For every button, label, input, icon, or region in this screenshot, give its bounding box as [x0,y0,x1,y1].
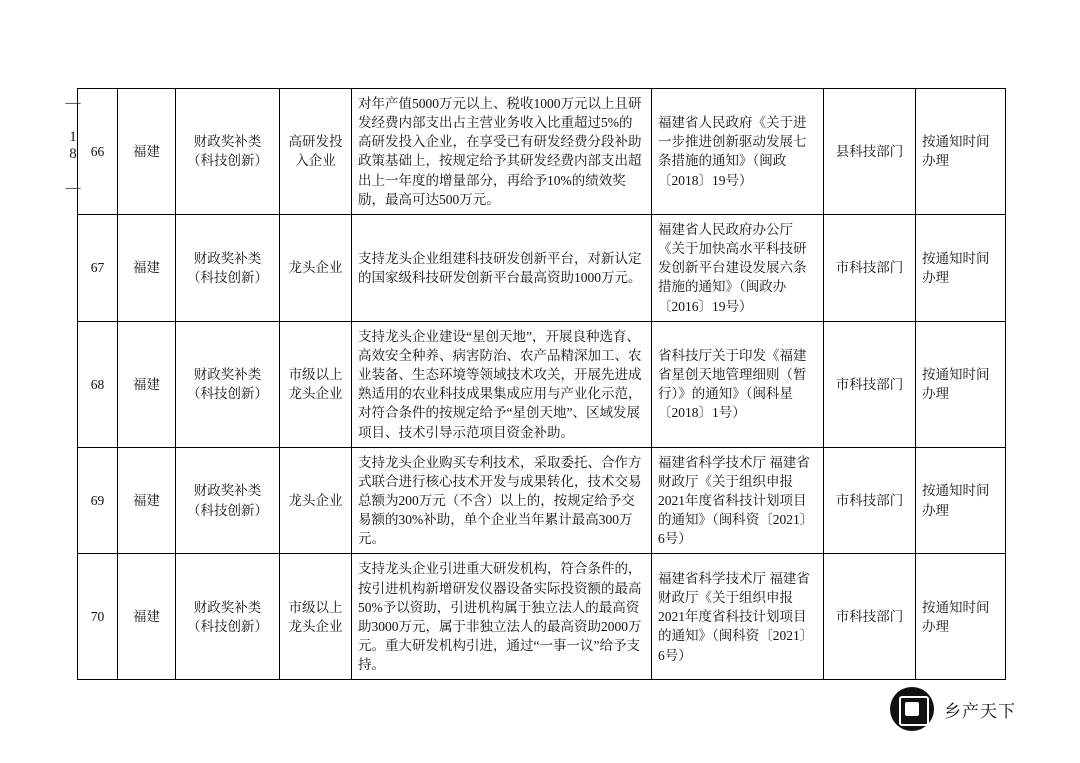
cell-region: 福建 [118,554,176,680]
footer-brand [890,687,1016,731]
cell-region: 福建 [118,321,176,447]
category-line-1: 财政奖补类 [193,250,262,266]
cell-department: 市科技部门 [824,214,916,321]
cell-department: 市科技部门 [824,447,916,554]
cell-target: 高研发投入企业 [280,89,352,215]
cell-category [176,447,280,554]
cell-category [176,214,280,321]
cell-apply-time: 按通知时间办理 [916,447,1006,554]
policy-table [77,88,1006,680]
table-row [78,89,1006,215]
category-line-2: （科技创新） [187,386,268,402]
cell-number: 69 [78,447,118,554]
cell-description: 支持龙头企业组建科技研发创新平台，对新认定的国家级科技研发创新平台最高资助1000万元。 [352,214,652,321]
cell-region: 福建 [118,89,176,215]
category-line-1: 财政奖补类 [193,599,262,615]
category-line-1: 财政奖补类 [193,483,262,499]
cell-apply-time: 按通知时间办理 [916,89,1006,215]
cell-target: 市级以上龙头企业 [280,321,352,447]
cell-target: 龙头企业 [280,214,352,321]
cell-description: 支持龙头企业购买专利技术，采取委托、合作方式联合进行核心技术开发与成果转化，技术交易总额为200万元（不含）以上的，按规定给予交易额的30%补助，单个企业当年累计最高300万元。 [352,447,652,554]
cell-apply-time: 按通知时间办理 [916,554,1006,680]
cell-description: 对年产值5000万元以上、税收1000万元以上且研发经费内部支出占主营业务收入比重超过5%的高研发投入企业，在享受已有研发经费分段补助政策基础上，按规定给予其研发经费内部支出超出上一年度的增量部分，再给予10%的绩效奖励，最高可达500万元。 [352,89,652,215]
category-line-2: （科技创新） [187,502,268,518]
table-row [78,214,1006,321]
cell-target: 市级以上龙头企业 [280,554,352,680]
table-row [78,447,1006,554]
table-row [78,554,1006,680]
cell-category [176,554,280,680]
cell-description: 支持龙头企业引进重大研发机构，符合条件的，按引进机构新增研发仪器设备实际投资额的最高50%予以资助，引进机构属于独立法人的最高资助3000万元，属于非独立法人的最高资助2000万元。重大研发机构引进，通过“一事一议”给予支持。 [352,554,652,680]
cell-department: 市科技部门 [824,321,916,447]
qr-code-icon [890,687,934,731]
page-number: — 18 — [65,95,81,197]
cell-number: 70 [78,554,118,680]
cell-basis: 福建省科学技术厅 福建省财政厅《关于组织申报2021年度省科技计划项目的通知》（闽科资〔2021〕6号） [652,447,824,554]
cell-basis: 福建省人民政府《关于进一步推进创新驱动发展七条措施的通知》（闽政〔2018〕19号） [652,89,824,215]
brand-name: 乡产天下 [944,701,1016,721]
cell-category [176,89,280,215]
cell-basis: 省科技厅关于印发《福建省星创天地管理细则（暂行）》的通知》（闽科星〔2018〕1号） [652,321,824,447]
cell-number: 66 [78,89,118,215]
category-line-1: 财政奖补类 [193,367,262,383]
cell-region: 福建 [118,447,176,554]
cell-basis: 福建省科学技术厅 福建省财政厅《关于组织申报2021年度省科技计划项目的通知》（闽科资〔2021〕6号） [652,554,824,680]
cell-region: 福建 [118,214,176,321]
cell-basis: 福建省人民政府办公厅《关于加快高水平科技研发创新平台建设发展六条措施的通知》（闽政办〔2016〕19号） [652,214,824,321]
cell-target: 龙头企业 [280,447,352,554]
category-line-2: （科技创新） [187,269,268,285]
cell-apply-time: 按通知时间办理 [916,321,1006,447]
category-line-2: （科技创新） [187,618,268,634]
cell-number: 68 [78,321,118,447]
cell-department: 县科技部门 [824,89,916,215]
cell-description: 支持龙头企业建设“星创天地”，开展良种选育、高效安全种养、病害防治、农产品精深加工、农业装备、生态环境等领域技术攻关，开展先进成熟适用的农业科技成果集成应用与产业化示范，对符合条件的按规定给予“星创天地”、区域发展项目、技术引导示范项目资金补助。 [352,321,652,447]
cell-department: 市科技部门 [824,554,916,680]
cell-category [176,321,280,447]
category-line-2: （科技创新） [187,153,268,169]
cell-apply-time: 按通知时间办理 [916,214,1006,321]
table-row [78,321,1006,447]
policy-table-container [77,88,1005,680]
category-line-1: 财政奖补类 [193,134,262,150]
cell-number: 67 [78,214,118,321]
